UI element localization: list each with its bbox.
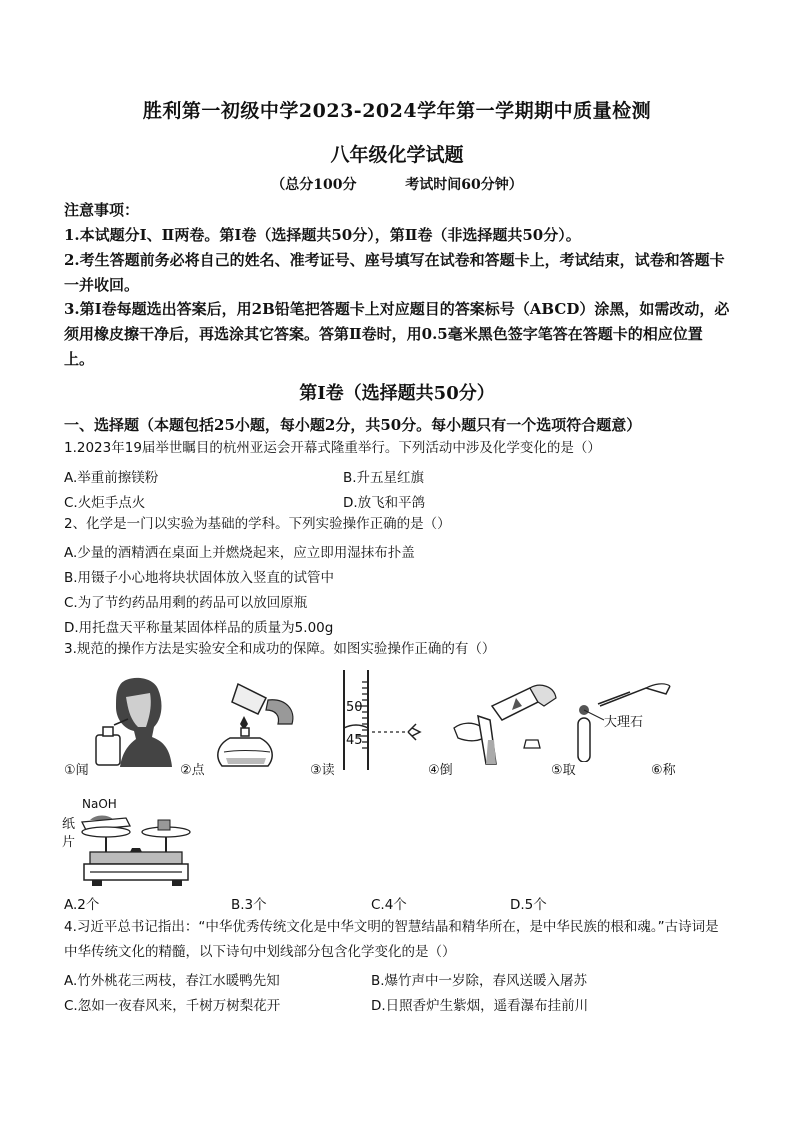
- question-3-stem: 3.规范的操作方法是实验安全和成功的保障。如图实验操作正确的有（）: [64, 641, 496, 657]
- note-item: 2.考生答题前务必将自己的姓名、准考证号、座号填写在试卷和答题卡上，考试结束，试卷和答题卡一并收回。: [64, 251, 725, 294]
- section-title: 第Ⅰ卷（选择题共50分）: [299, 383, 495, 404]
- graduated-cylinder-figure: [328, 670, 436, 770]
- note-item: 3.第Ⅰ卷每题选出答案后，用2B铅笔把答题卡上对应题目的答案标号（ABCD）涂黑，如需改动，必须用橡皮擦干净后，再选涂其它答案。答第Ⅱ卷时，用0.5毫米黑色签字笔答在答题卡的相应位置上。: [64, 300, 730, 368]
- question-1-option-b: B.升五星红旗: [343, 470, 425, 486]
- alcohol-lamp-figure: [208, 680, 300, 770]
- question-2-stem: 2、化学是一门以实验为基础的学科。下列实验操作正确的是（）: [64, 516, 451, 532]
- question-4-option-b: B.爆竹声中一岁除，春风送暖入屠苏: [371, 973, 588, 989]
- question-2-option-b: B.用镊子小心地将块状固体放入竖直的试管中: [64, 570, 335, 586]
- question-4-option-a: A.竹外桃花三两枝，春江水暖鸭先知: [64, 973, 280, 989]
- question-1-option-c: C.火炬手点火: [64, 495, 146, 511]
- question-2-option-a: A.少量的酒精洒在桌面上并燃烧起来，应立即用湿抹布扑盖: [64, 545, 415, 561]
- question-2-option-c: C.为了节约药品用剩的药品可以放回原瓶: [64, 595, 308, 611]
- pouring-figure: [450, 680, 560, 766]
- balance-figure: [60, 796, 196, 888]
- exam-subtitle: 八年级化学试题: [330, 144, 464, 166]
- note-item: 1.本试题分Ⅰ、Ⅱ两卷。第Ⅰ卷（选择题共50分），第Ⅱ卷（非选择题共50分）。: [64, 226, 581, 244]
- question-4-option-d: D.日照香炉生紫烟，遥看瀑布挂前川: [371, 998, 589, 1014]
- exam-title: 胜利第一初级中学2023-2024学年第一学期期中质量检测: [142, 100, 652, 122]
- smell-figure: [92, 675, 174, 767]
- question-4-option-c: C.忽如一夜春风来，千树万树梨花开: [64, 998, 281, 1014]
- question-1-option-d: D.放飞和平鸽: [343, 495, 426, 511]
- figure-label-take: ⑤取: [551, 763, 576, 778]
- figure-label-smell: ①闻: [64, 763, 89, 778]
- question-type: 一、选择题（本题包括25小题，每小题2分，共50分。每小题只有一个选项符合题意）: [64, 416, 642, 434]
- cylinder-mark-50: 50: [346, 700, 363, 715]
- question-3-option-c: C.4个: [371, 897, 407, 913]
- exam-meta: （总分100分 考试时间60分钟）: [271, 177, 523, 193]
- question-2-option-d: D.用托盘天平称量某固体样品的质量为5.00g: [64, 620, 334, 636]
- figure-label-light: ②点: [180, 763, 205, 778]
- figure-label-pour: ④倒: [428, 763, 453, 778]
- question-3-option-a: A.2个: [64, 897, 100, 913]
- question-1-option-a: A.举重前擦镁粉: [64, 470, 159, 486]
- marble-figure: [570, 680, 676, 762]
- paper-label-2: 片: [62, 835, 76, 850]
- cylinder-mark-45: 45: [346, 733, 363, 748]
- question-1-stem: 1.2023年19届举世瞩目的杭州亚运会开幕式隆重举行。下列活动中涉及化学变化的是（）: [64, 440, 601, 456]
- notes-heading: 注意事项：: [64, 201, 140, 219]
- naoh-label: NaOH: [82, 797, 117, 811]
- question-4-stem: 4.习近平总书记指出：“中华优秀传统文化是中华文明的智慧结晶和精华所在，是中华民族的根和魂。”古诗词是中华传统文化的精髓，以下诗句中划线部分包含化学变化的是（）: [64, 919, 719, 960]
- question-3-option-d: D.5个: [510, 897, 547, 913]
- paper-label-1: 纸: [62, 817, 76, 832]
- marble-label: 大理石: [604, 715, 644, 730]
- figure-label-weigh: ⑥称: [651, 763, 676, 778]
- figure-label-read: ③读: [310, 763, 335, 778]
- question-3-option-b: B.3个: [231, 897, 267, 913]
